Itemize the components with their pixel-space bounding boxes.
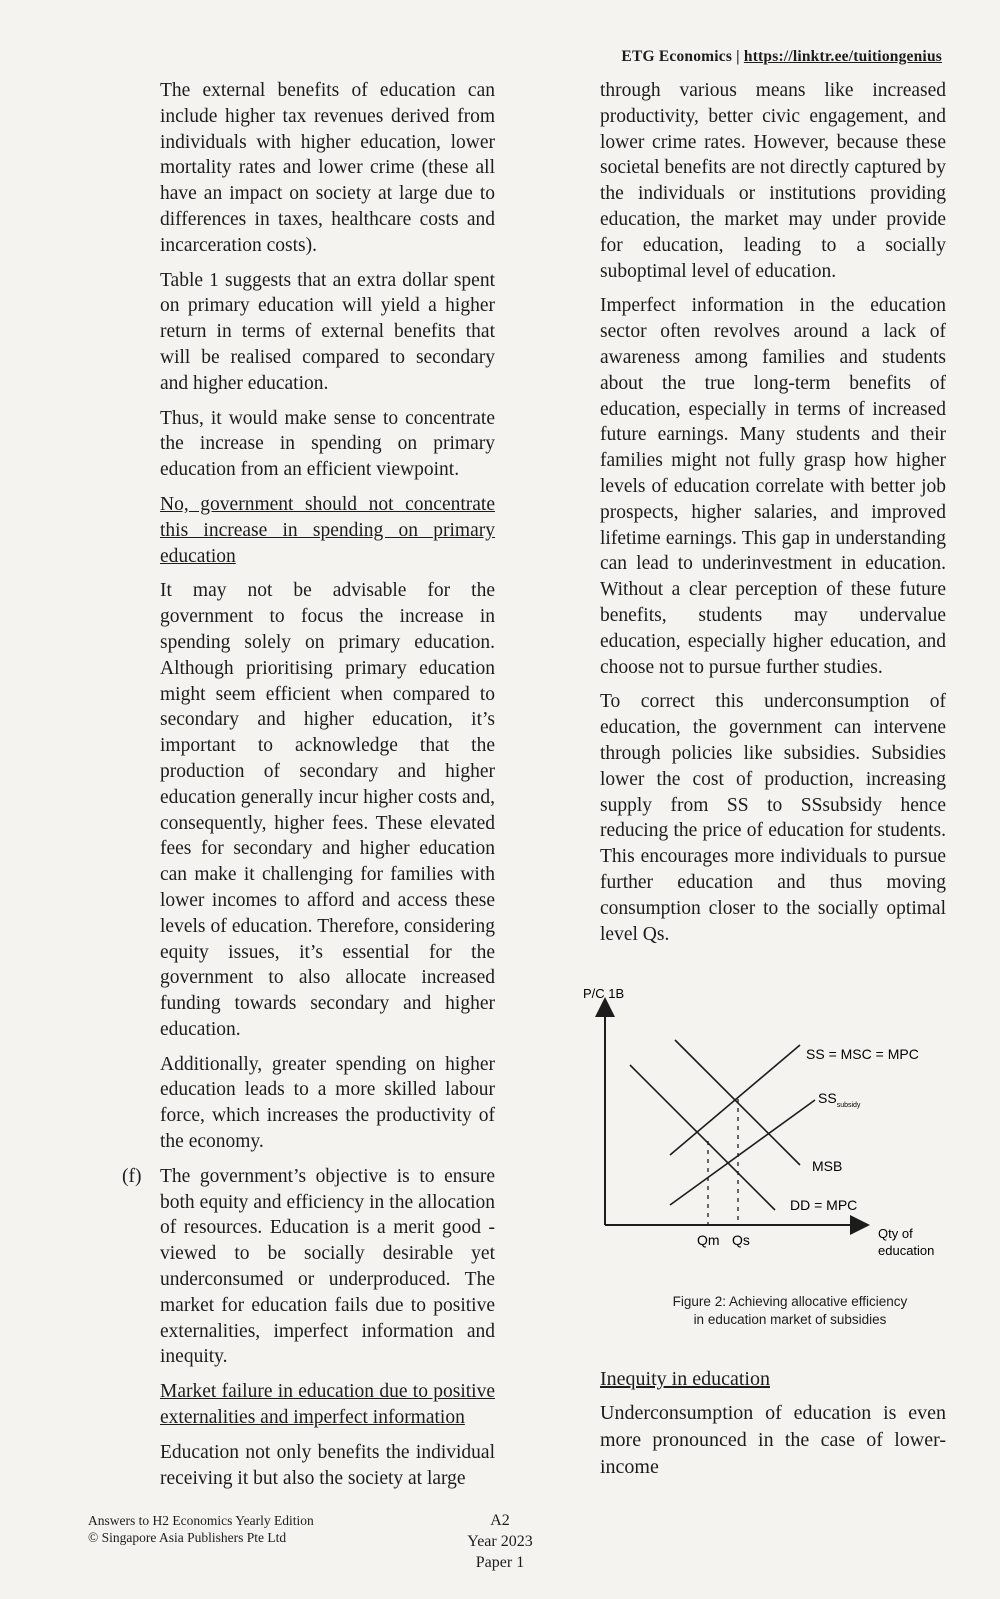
label-dd: DD = MPC — [790, 1197, 858, 1213]
footer-paper: Paper 1 — [475, 1554, 525, 1571]
y-axis-label: P/C 1B — [583, 986, 625, 1001]
figure-2 — [583, 986, 990, 1327]
paragraph-imperfect-info: Imperfect information in the education sector often revolves around a lack of awareness among families and students about the true long-term benefits of education, especially in terms of increased future earnings. Many students and their families might not fully grasp how higher levels of education correlate with better job prospects, higher salaries, and improved lifetime earnings. This gap in understanding can lead to underinvestment in education. Without a clear perception of these future benefits, students may undervalue education, especially higher education, and choose not to pursue further studies. — [600, 295, 946, 678]
figure-caption-line1: Figure 2: Achieving allocative efficiency — [672, 1294, 908, 1309]
part-f-marker: (f) — [122, 1165, 142, 1187]
label-ss-subsidy-main: SS — [818, 1090, 837, 1106]
paragraph-objective: The government’s objective is to ensure both equity and efficiency in the allocation of resources. Education is a merit good - viewed to be socially desirable yet underconsumed or underproduced. The market for education fails due to positive externalities, imperfect information and inequity. — [160, 1165, 495, 1368]
tick-qs: Qs — [732, 1232, 750, 1248]
paragraph-not-advisable: It may not be advisable for the government to focus the increase in spending solely on primary education. Although prioritising primary education might seem efficient when compared to secondary and higher education, it’s important to acknowledge that the production of secondary and higher education generally incur higher costs and, consequently, higher fees. These elevated fees for secondary and higher education can make it challenging for families with lower incomes to afford and access these levels of education. Therefore, considering equity issues, it’s essential for the government to also allocate increased funding towards secondary and higher education. — [160, 580, 495, 1040]
footer-copyright: © Singapore Asia Publishers Pte Ltd — [88, 1530, 287, 1545]
header-link[interactable]: https://linktr.ee/tuitiongenius — [743, 48, 942, 65]
paragraph-various-means: through various means like increased productivity, better civic engagement, and lower crime rates. However, because these societal benefits are not directly captured by the individuals or institutions providing education, the market may under provide for education, leading to a socially suboptimal level of education. — [600, 80, 946, 282]
page-header — [621, 48, 942, 66]
figure-caption-line2: in education market of subsidies — [693, 1312, 887, 1327]
part-f — [122, 1164, 495, 1370]
tick-qm: Qm — [697, 1232, 720, 1248]
paragraph-subsidies: To correct this underconsumption of education, the government can intervene through policies like subsidies. Subsidies lower the cost of production, increasing supply from SS to SSsubsidy hence reducing the price of education for students. This encourages more individuals to pursue further education and thus moving consumption closer to the socially optimal level Qs. — [600, 691, 946, 945]
paragraph-thus: Thus, it would make sense to concentrate the increase in spending on primary education from an efficient viewpoint. — [160, 407, 495, 481]
label-ss-subsidy-sub: subsidy — [836, 1102, 861, 1109]
footer-year: Year 2023 — [467, 1533, 533, 1550]
label-ss-subsidy — [818, 1090, 861, 1109]
heading-inequity: Inequity in education — [600, 1368, 770, 1390]
x-axis-label-line1: Qty of — [878, 1226, 913, 1241]
heading-no-concentrate: No, government should not concentrate this increase in spending on primary education — [160, 493, 495, 567]
figure-caption — [590, 1293, 990, 1329]
footer-publisher — [88, 1512, 314, 1546]
footer-code: A2 — [490, 1512, 510, 1529]
paragraph-additionally: Additionally, greater spending on higher education leads to a more skilled labour force, which increases the productivity of the economy. — [160, 1053, 495, 1153]
heading-market-failure: Market failure in education due to positive externalities and imperfect information — [160, 1381, 495, 1429]
left-column — [122, 78, 495, 1500]
label-ss: SS = MSC = MPC — [806, 1046, 919, 1062]
figure-2-diagram — [583, 986, 990, 1265]
footer-page-info — [440, 1510, 560, 1573]
label-msb: MSB — [812, 1158, 843, 1174]
supply-subsidy-curve — [670, 1100, 815, 1205]
footer-title: Answers to H2 Economics Yearly Edition — [88, 1513, 314, 1528]
paragraph-inequity: Underconsumption of education is even more pronounced in the case of lower-income — [600, 1402, 946, 1478]
paragraph-education-benefits: Education not only benefits the individual receiving it but also the society at large — [160, 1441, 495, 1489]
demand-curve — [630, 1065, 775, 1210]
paragraph-table-1: Table 1 suggests that an extra dollar spent on primary education will yield a higher return in terms of external benefits that will be realised compared to secondary and higher education. — [160, 269, 495, 394]
right-column — [600, 78, 946, 956]
x-axis-label-line2: education — [878, 1243, 935, 1258]
paragraph-external-benefits: The external benefits of education can include higher tax revenues derived from individuals with higher education, lower mortality rates and lower crime (these all have an impact on society at large due to differences in taxes, healthcare costs and incarceration costs). — [160, 80, 495, 256]
header-brand: ETG Economics | — [621, 48, 744, 65]
